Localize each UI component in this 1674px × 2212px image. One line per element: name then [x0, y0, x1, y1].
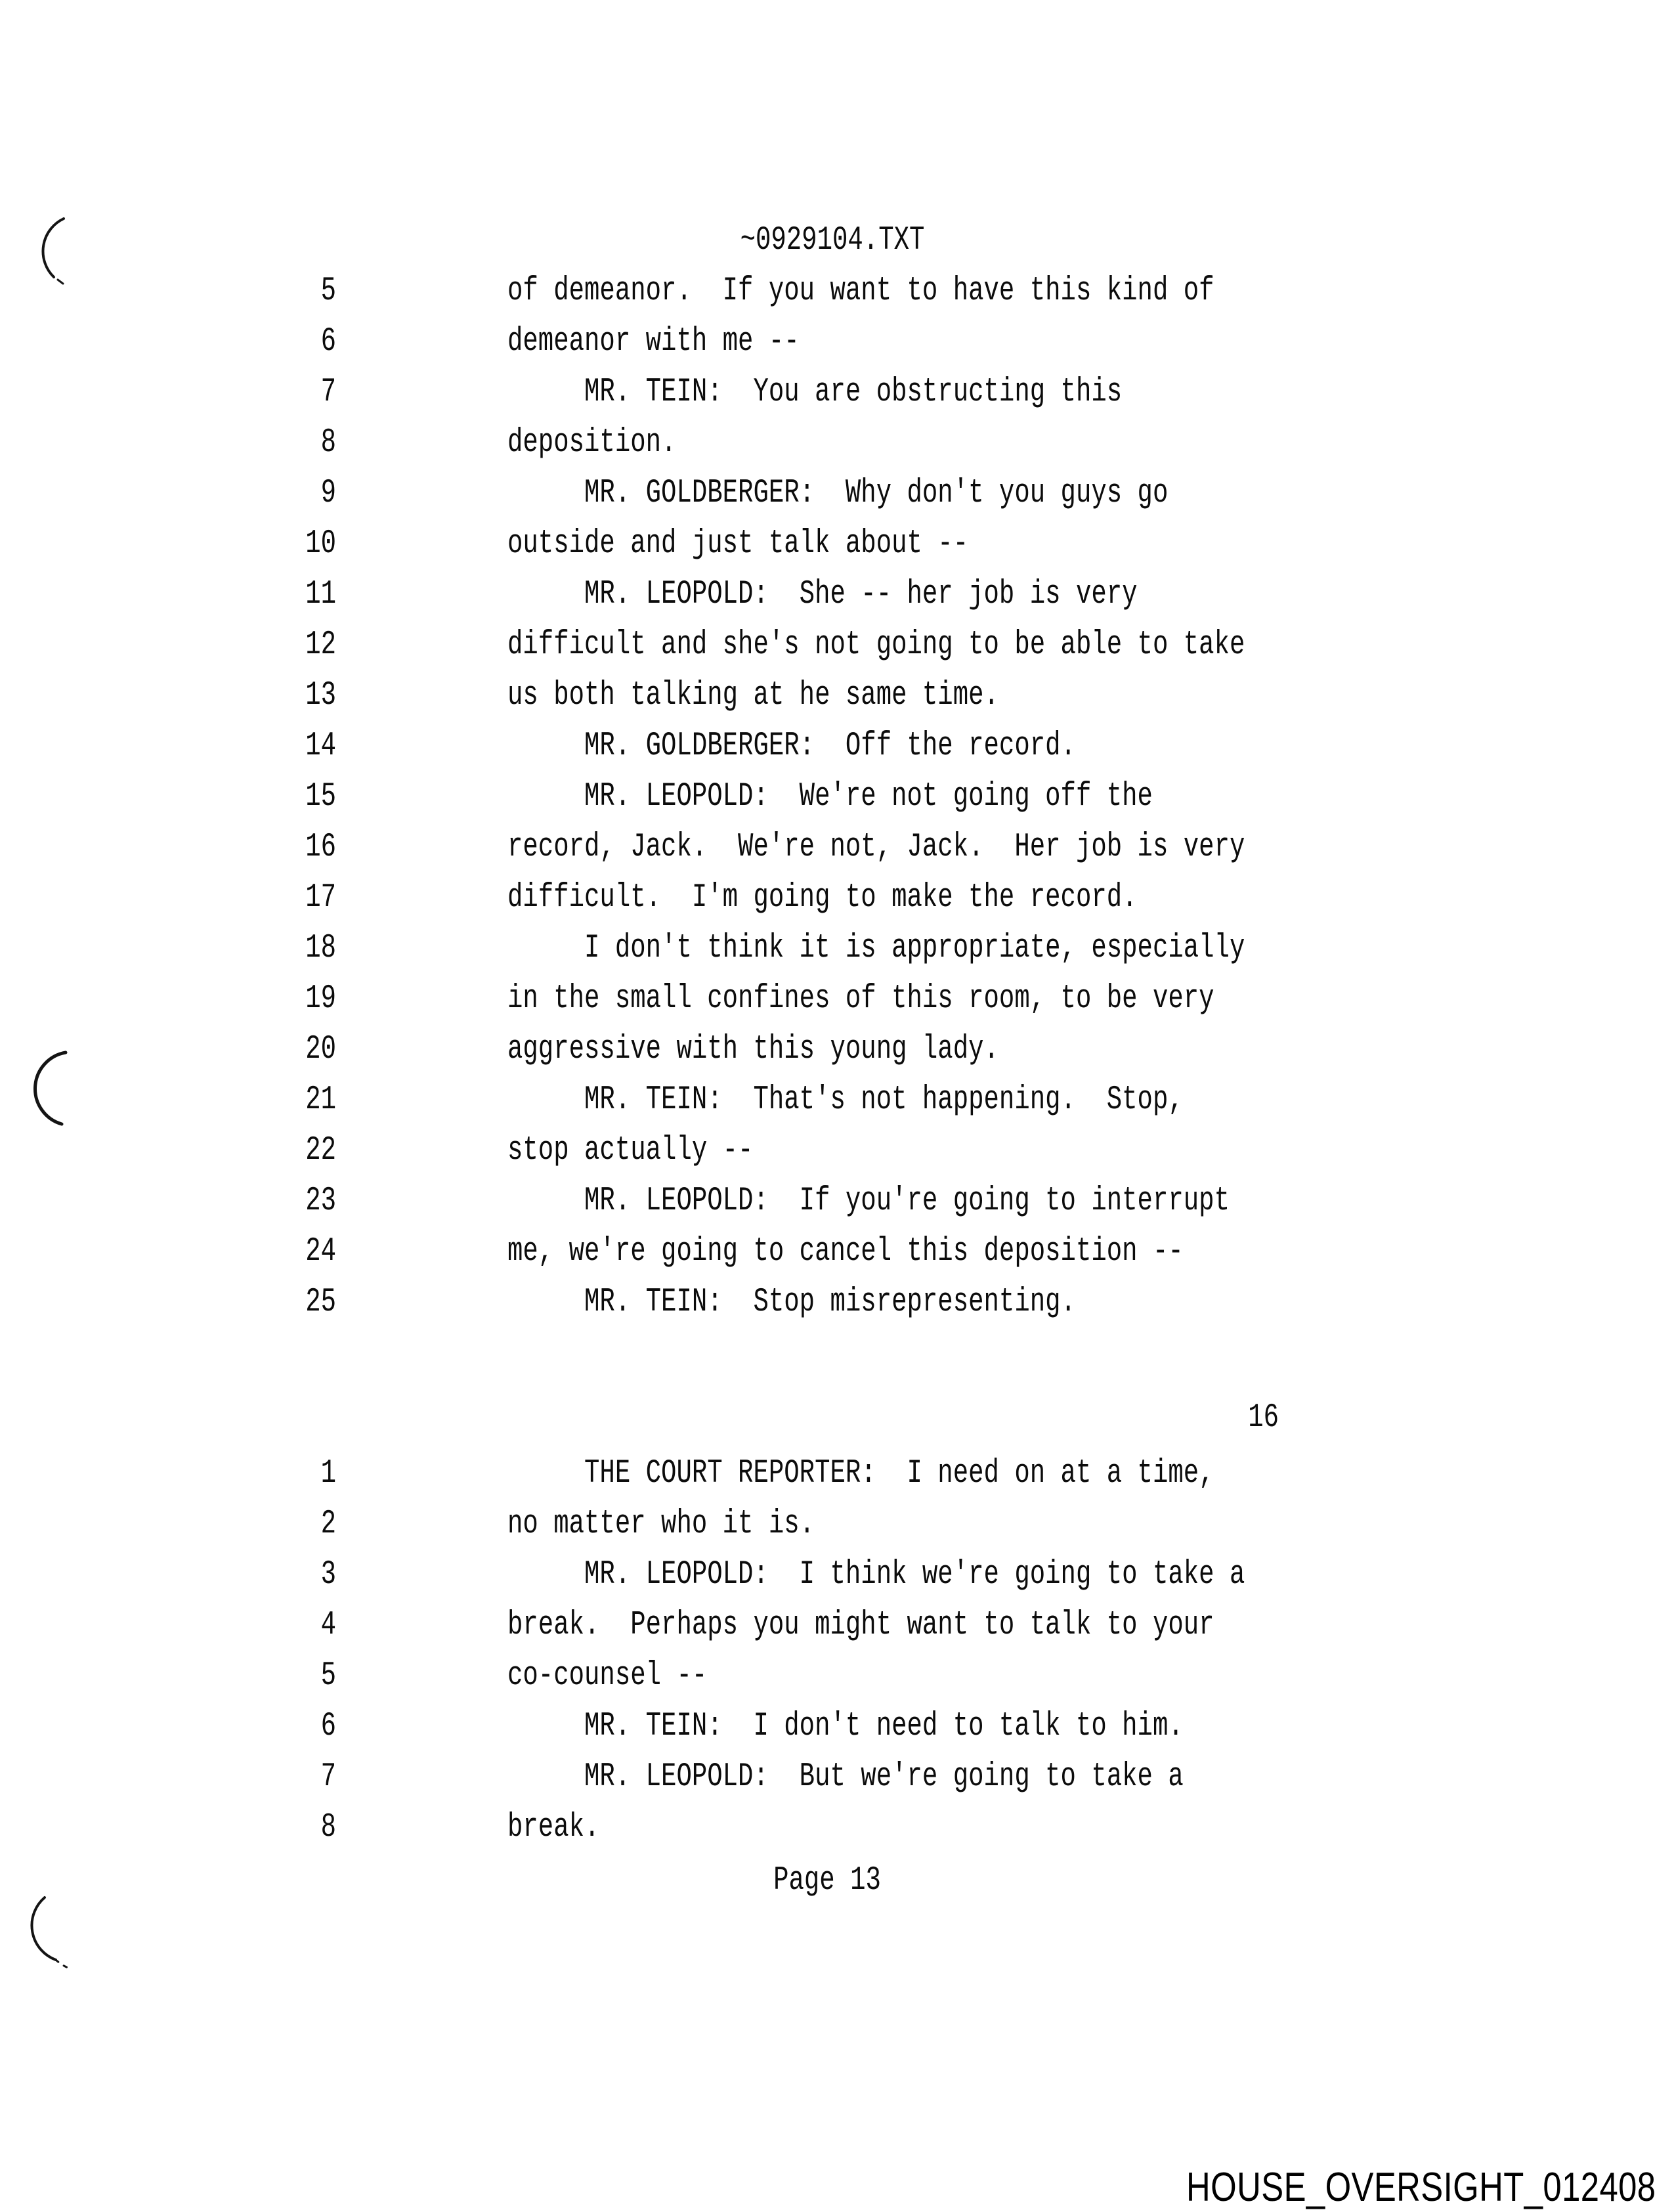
line-text: no matter who it is.	[507, 1505, 815, 1543]
line-text: in the small confines of this room, to be very	[507, 980, 1214, 1018]
scan-arc-artifact-bottom-dots	[56, 1960, 71, 1969]
line-number: 3	[320, 1555, 336, 1594]
line-text: co-counsel --	[507, 1657, 708, 1695]
line-text: MR. LEOPOLD: She -- her job is very	[507, 575, 1138, 613]
line-number: 11	[305, 575, 336, 613]
line-number: 7	[320, 373, 336, 411]
line-text: aggressive with this young lady.	[507, 1030, 999, 1068]
line-number: 12	[305, 626, 336, 664]
transcript-block-upper	[0, 266, 1674, 1328]
line-number: 1	[320, 1454, 336, 1492]
line-text: MR. GOLDBERGER: Why don't you guys go	[507, 474, 1169, 512]
line-text: break.	[507, 1808, 600, 1846]
document-header-filename: ~0929104.TXT	[740, 221, 925, 259]
line-text: MR. TEIN: That's not happening. Stop,	[507, 1081, 1184, 1119]
line-text: demeanor with me --	[507, 322, 800, 360]
line-text: MR. GOLDBERGER: Off the record.	[507, 727, 1076, 765]
line-text: MR. TEIN: You are obstructing this	[507, 373, 1123, 411]
line-number: 22	[305, 1131, 336, 1169]
line-number: 6	[320, 1707, 336, 1745]
line-number: 18	[305, 929, 336, 967]
line-number: 16	[305, 828, 336, 866]
line-text: difficult. I'm going to make the record.	[507, 878, 1138, 917]
footer-page-label: Page 13	[773, 1861, 881, 1899]
line-number: 5	[320, 1657, 336, 1695]
line-number: 15	[305, 777, 336, 815]
transcript-block-lower	[0, 1448, 1674, 1853]
line-number: 4	[320, 1606, 336, 1644]
line-number: 5	[320, 272, 336, 310]
bates-stamp: HOUSE_OVERSIGHT_012408	[1186, 2165, 1656, 2210]
line-number: 8	[320, 1808, 336, 1846]
line-number: 21	[305, 1081, 336, 1119]
line-text: MR. LEOPOLD: We're not going off the	[507, 777, 1153, 815]
line-text: MR. TEIN: Stop misrepresenting.	[507, 1283, 1076, 1321]
line-number: 6	[320, 322, 336, 360]
line-number: 2	[320, 1505, 336, 1543]
line-text: deposition.	[507, 423, 677, 462]
transcript-line	[0, 1269, 1674, 1335]
line-text: MR. LEOPOLD: But we're going to take a	[507, 1758, 1184, 1796]
line-text: MR. LEOPOLD: I think we're going to take a	[507, 1555, 1245, 1594]
line-number: 23	[305, 1182, 336, 1220]
line-text: I don't think it is appropriate, especially	[507, 929, 1245, 967]
transcript-page-number: 16	[1248, 1399, 1279, 1437]
line-text: stop actually --	[507, 1131, 754, 1169]
line-text: record, Jack. We're not, Jack. Her job is very	[507, 828, 1245, 866]
line-number: 13	[305, 676, 336, 714]
line-number: 20	[305, 1030, 336, 1068]
line-text: difficult and she's not going to be able to take	[507, 626, 1245, 664]
line-number: 9	[320, 474, 336, 512]
line-number: 8	[320, 423, 336, 462]
line-text: of demeanor. If you want to have this kind of	[507, 272, 1214, 310]
line-number: 25	[305, 1283, 336, 1321]
line-text: me, we're going to cancel this deposition --	[507, 1232, 1184, 1270]
line-text: us both talking at he same time.	[507, 676, 999, 714]
line-number: 7	[320, 1758, 336, 1796]
line-text: break. Perhaps you might want to talk to your	[507, 1606, 1214, 1644]
line-number: 24	[305, 1232, 336, 1270]
line-text: outside and just talk about --	[507, 525, 969, 563]
line-number: 14	[305, 727, 336, 765]
line-text: MR. LEOPOLD: If you're going to interrupt	[507, 1182, 1230, 1220]
line-number: 10	[305, 525, 336, 563]
line-text: MR. TEIN: I don't need to talk to him.	[507, 1707, 1184, 1745]
line-text: THE COURT REPORTER: I need on at a time,	[507, 1454, 1214, 1492]
line-number: 17	[305, 878, 336, 917]
line-number: 19	[305, 980, 336, 1018]
